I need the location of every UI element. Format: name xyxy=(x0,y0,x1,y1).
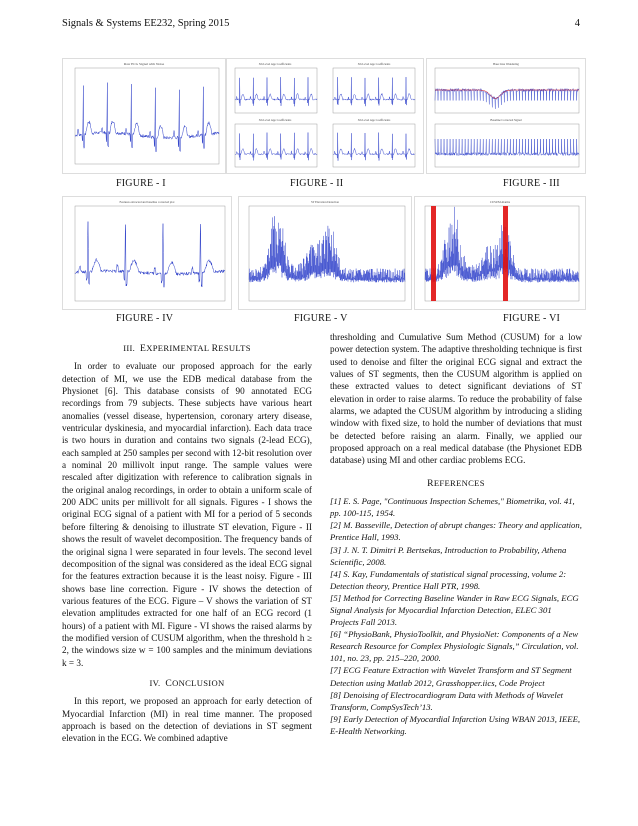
reference-item: [6] “PhysioBank, PhysioToolkit, and PhysioNet: Components of a New Research Resource for Complex Physiologic Signals,” Circulation, vol. 101, no. 23, pp. 215–220, 2000. xyxy=(330,629,579,664)
figure-6-alarm-2 xyxy=(503,206,508,301)
figure-4-signal xyxy=(75,222,225,288)
figure-4-caption: FIGURE - IV xyxy=(116,313,174,324)
reference-item: [4] S. Kay, Fundamentals of statistical signal processing, volume 2: Detection theory, Prentice Hall PTR, 1998. xyxy=(330,568,567,591)
figure-6-alarm-1 xyxy=(431,206,436,301)
reference-item: [2] M. Basseville, Detection of abrupt changes: Theory and application, Prentice Hall, 1993. xyxy=(330,520,582,543)
figure-3-subplot-2-title: Baseline Corrected Signal xyxy=(490,118,522,122)
figure-1-plot xyxy=(63,59,225,173)
right-column xyxy=(330,331,582,737)
conclusion-paragraph: In this report, we proposed an approach for early detection of Myocardial Infarction (MI) in real time manner. The proposed approach is based on the detection of deviations in ST segment elevation in the ECG. We combined adaptive xyxy=(62,696,312,744)
reference-item: [8] Denoising of Electrocardiogram Data with Methods of Wavelet Transform, CompSysTech’13. xyxy=(330,689,564,712)
reference-item: [3] J. N. T. Dimitri P. Bertsekas, Introduction to Probability, Athena Scientific, 2008. xyxy=(330,544,567,567)
figure-1 xyxy=(62,58,226,174)
figure-3-caption: FIGURE - III xyxy=(503,178,560,189)
figure-3-plot xyxy=(427,59,585,173)
figure-3-signal-raw xyxy=(435,89,579,109)
figure-6-cusum-signal xyxy=(425,207,579,282)
figure-2-subplot-2-title: 5th Level App Coefficients xyxy=(357,62,391,66)
figure-3 xyxy=(426,58,586,174)
figure-2-signal-1 xyxy=(235,77,317,106)
figure-2-subplot-1-title: 5th Level App Coefficients xyxy=(258,62,292,66)
figure-5-plot-title: ST Elevation Detection xyxy=(310,200,340,204)
figure-6 xyxy=(414,196,586,310)
left-column xyxy=(62,340,312,745)
references-list xyxy=(330,495,582,737)
figure-4-plot xyxy=(63,197,231,309)
reference-item: [1] E. S. Page, "Continuous Inspection Schemes," Biometrika, vol. 41, pp. 100-115, 1954. xyxy=(330,496,575,519)
figure-1-caption: FIGURE - I xyxy=(116,178,166,189)
figure-2-caption: FIGURE - II xyxy=(290,178,344,189)
figure-1-signal xyxy=(75,83,219,152)
reference-item: [9] Early Detection of Myocardial Infarction Using WBAN 2013, IEEE, E-Health Networking. xyxy=(330,713,581,736)
figure-5-st-elevation xyxy=(249,216,405,282)
figure-6-plot xyxy=(415,197,585,309)
figure-4-plot-title: Features extracted and baseline corrected plot xyxy=(119,200,175,204)
results-paragraph: In order to evaluate our proposed approach for the early detection of MI, we use the EDB medical database from the Physionet [6]. This database consists of 90 annotated ECG recordings from 79 subjects. These subjects have various heart anomalies (vessel disease, hypertension, coronary artery disease, ventricular dyskinesia, and myocardial infarction). Each data trace is two hours in duration and contains two signals (2-lead ECG), each sampled at 250 samples per second with 12-bit resolution over a nominal 20 millivolt input range. The sample values were rescaled after digitization with reference to calibration signals in the original analog recordings, in order to obtain a uniform scale of 200 ADC units per millivolt for all signals. Figures - I shows the original ECG signal of a patient with MI for a period of 5 seconds before filtering & denoising to illustrate ST elevation, Figure - II shows the result of wavelet decomposition. The frequency bands of the original signa l were separated in four levels. The second level decomposition of the signal was considered as the ideal ECG signal for the features extraction because it is the least noisy. Figure - III shows base line correction. Figure - IV shows the detection of various features of the ECG. Figure – V shows the variation of ST elevation amplitudes extracted for one half of an ECG record (1 hours) of a patient with MI. Figure - VI shows the raised alarms by the modified version of CUSUM algorithm, when the threshold h ≥ 2, the windows size w = 100 samples and the minimum deviations k = 3. xyxy=(62,361,312,668)
figure-2-signal-2 xyxy=(333,77,415,106)
figure-2-plot xyxy=(227,59,423,173)
reference-item: [7] ECG Feature Extraction with Wavelet Transform and ST Segment Detection using Matlab 2012, Grasshopper.iics, Code Project xyxy=(330,665,572,688)
figure-2 xyxy=(226,58,424,174)
figure-2-subplot-4-title: 5th Level App Coefficients xyxy=(357,118,391,122)
references-heading: REFERENCES xyxy=(427,477,485,489)
figure-5-plot xyxy=(239,197,411,309)
figure-3-signal-corrected xyxy=(435,139,579,156)
figure-6-caption: FIGURE - VI xyxy=(503,313,561,324)
page-number: 4 xyxy=(574,18,580,29)
reference-item: [5] Method for Correcting Baseline Wander in Raw ECG Signals, ECG Signal Analysis for Myocardial Infarction Detection, ELEC 301 Projects Fall 2013. xyxy=(330,592,579,628)
section-4-heading: IV. CONCLUSION xyxy=(149,677,225,689)
figure-5-caption: FIGURE - V xyxy=(294,313,348,324)
conclusion-continued-paragraph: thresholding and Cumulative Sum Method (CUSUM) for a low power detection system. The adaptive thresholding technique is first used to denoise and filter the original ECG signal and extract the values of ST segments, then the CUSUM algorithm is applied on these extracted values to detect significant deviations of ST elevation in order to raise alarms. To reduce the probability of false alarms, we adapted the CUSUM algorithm by introducing a sliding window with fixed size, to hold the number of deviations that must be detected before raising an alarm. Finally, we applied our proposed approach on a real medical database (the Physionet EDB database) using MI and other cardiac problems ECG. xyxy=(330,332,582,466)
running-title: Signals & Systems EE232, Spring 2015 xyxy=(62,18,230,29)
figure-2-signal-4 xyxy=(333,133,415,161)
figure-2-subplot-3-title: 5th Level App Coefficients xyxy=(258,118,292,122)
figure-1-plot-title: Raw ECG Signal with Noise xyxy=(123,62,165,66)
figure-4 xyxy=(62,196,232,310)
section-3-heading: III. EXPERIMENTAL RESULTS xyxy=(123,343,251,354)
figure-3-subplot-1-title: Base Line Wandering xyxy=(493,62,519,66)
figure-6-plot-title: CUSUM Alarms xyxy=(489,200,511,204)
figure-2-signal-3 xyxy=(235,132,317,160)
figure-5 xyxy=(238,196,412,310)
